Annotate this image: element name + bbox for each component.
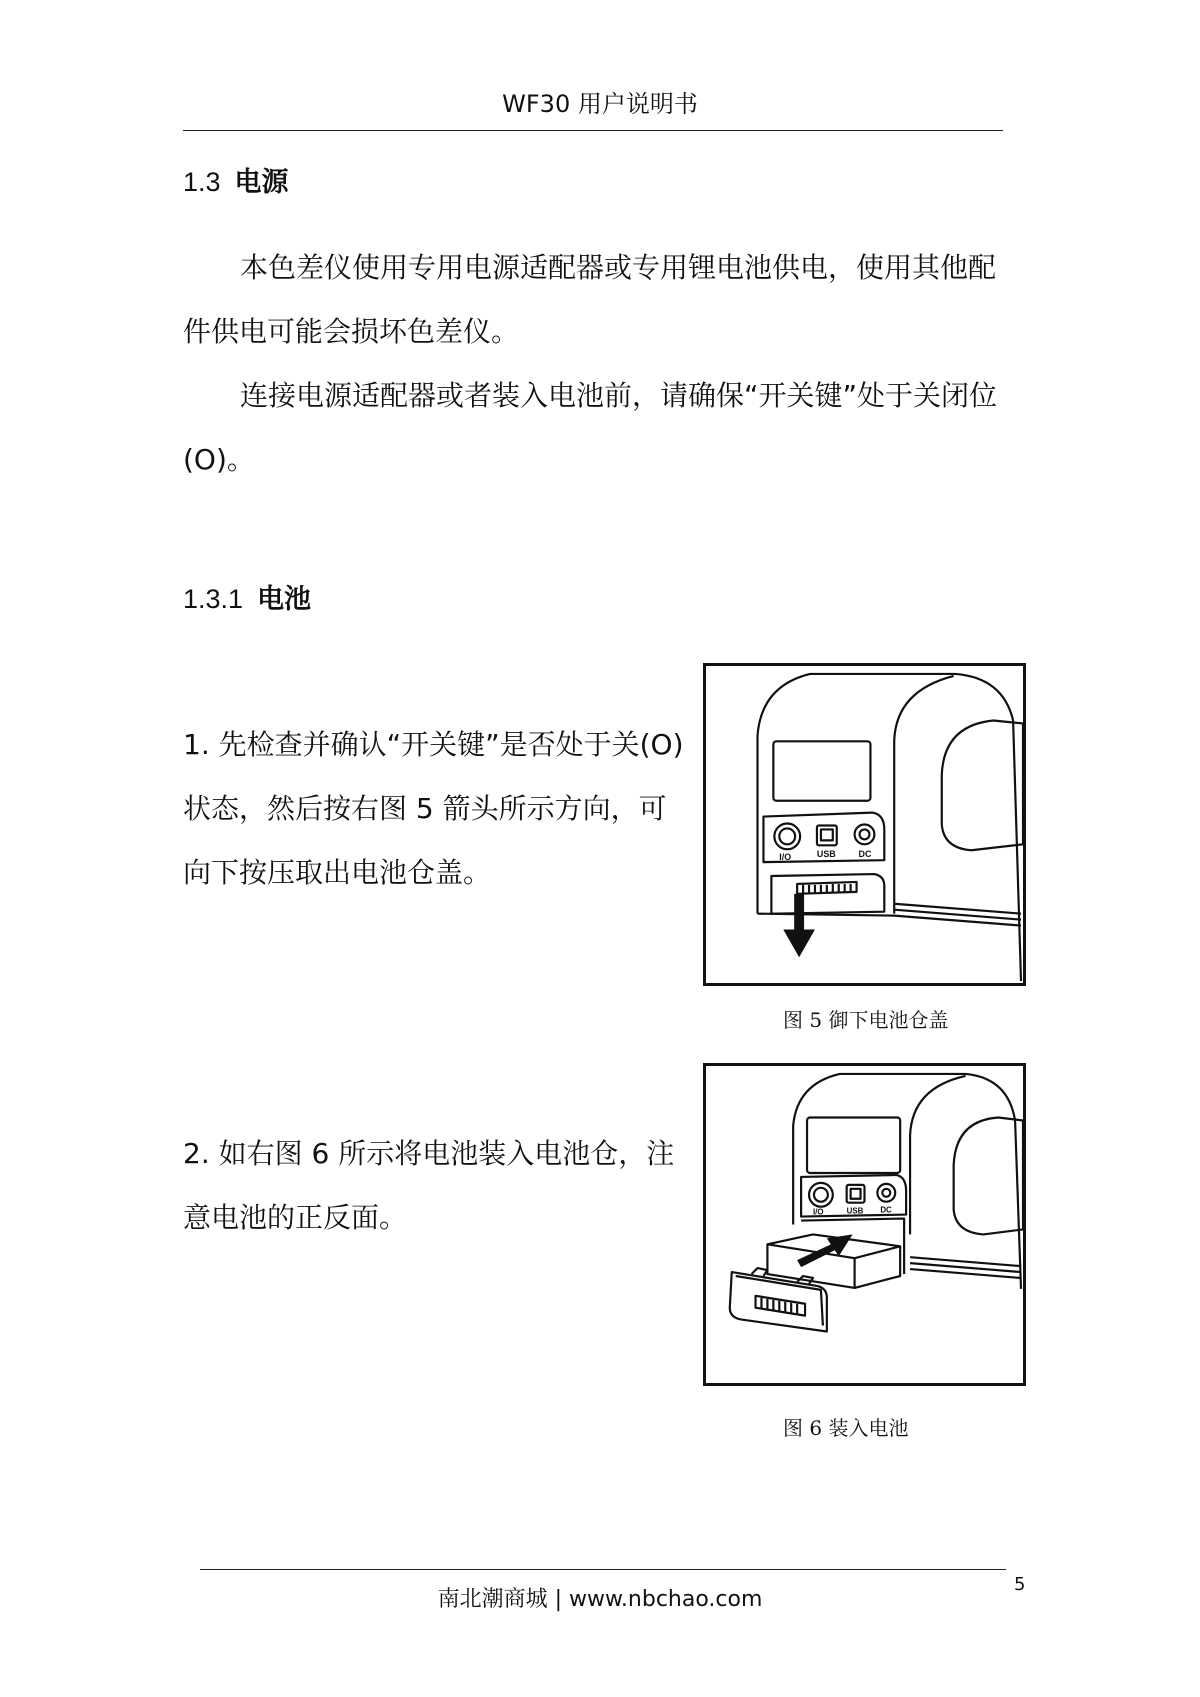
device-display: [807, 1118, 900, 1173]
paragraph-power-intro: 本色差仪使用专用电源适配器或专用锂电池供电，使用其他配件供电可能会损坏色差仪。: [183, 251, 997, 348]
subsection-title: 电池: [257, 584, 312, 615]
figure-5-remove-cover: [703, 663, 1026, 986]
device-base-lines: [910, 1257, 1021, 1278]
device-side-edge: [910, 1076, 965, 1235]
figure-6-insert-battery: [703, 1063, 1026, 1386]
port-label-usb: USB: [816, 849, 836, 860]
section-number: 1.3: [183, 167, 221, 197]
port-label-io: I/O: [812, 1207, 824, 1217]
battery-compartment: [801, 1219, 904, 1274]
usb-port-icon: [847, 1185, 865, 1203]
section-heading: [183, 160, 289, 199]
device-illustration: [706, 666, 1023, 983]
power-switch-icon: [774, 824, 800, 850]
device-body-outline: [793, 1074, 1021, 1289]
figure-6-caption: 图 6 装入电池: [783, 1416, 909, 1440]
section-title: 电源: [234, 167, 289, 198]
subsection-heading: [183, 577, 311, 616]
down-arrow-icon: [783, 894, 815, 957]
power-switch-icon: [809, 1183, 833, 1207]
subsection-number: 1.3.1: [183, 584, 244, 614]
step-1-text: 1. 先检查并确认“开关键”是否处于关(O)状态，然后按右图 5 箭头所示方向，可向下按压取出电池仓盖。: [183, 728, 684, 889]
paragraph-power-switch: 连接电源适配器或者装入电池前，请确保“开关键”处于关闭位(O)。: [183, 379, 998, 476]
dc-port-icon: [855, 825, 875, 845]
page-number: 5: [1014, 1574, 1026, 1595]
port-label-dc: DC: [858, 849, 872, 860]
step-2-text: 2. 如右图 6 所示将电池装入电池仓，注意电池的正反面。: [183, 1137, 675, 1234]
device-display: [773, 741, 870, 800]
port-label-io: I/O: [779, 852, 792, 863]
figure-5-caption: 图 5 御下电池仓盖: [783, 1008, 949, 1032]
dc-port-icon: [877, 1184, 895, 1202]
port-label-dc: DC: [880, 1205, 892, 1215]
device-side-window: [942, 720, 1023, 850]
device-illustration: [706, 1066, 1023, 1383]
header-title: WF30 用户说明书: [502, 90, 698, 118]
header-rule: [183, 130, 1003, 131]
port-label-usb: USB: [846, 1206, 864, 1216]
footer-rule: [200, 1569, 1006, 1570]
device-side-window: [954, 1118, 1023, 1235]
device-side-edge: [894, 676, 953, 914]
footer-text: 南北潮商城 | www.nbchao.com: [437, 1587, 763, 1612]
